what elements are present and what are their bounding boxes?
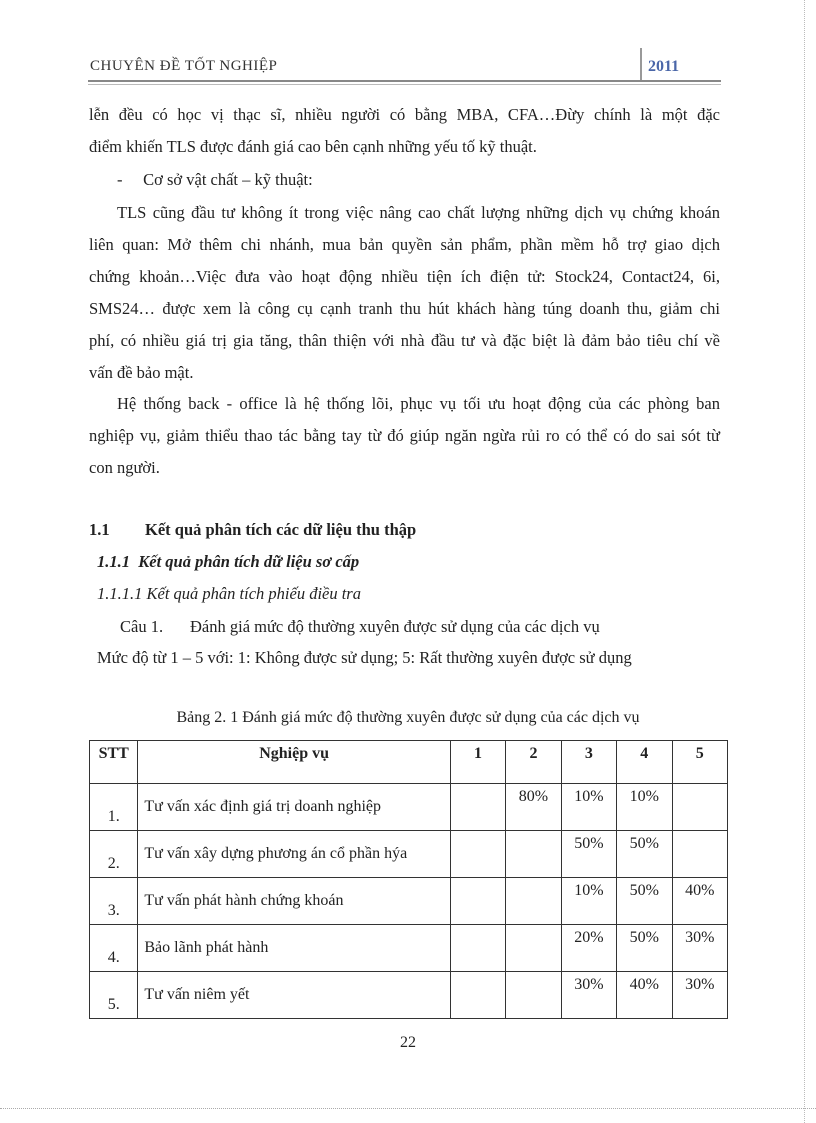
paragraph-line: nghiệp vụ, giảm thiểu thao tác bằng tay từ đó giúp ngăn ngừa rủi ro có thể có do sai sót từ	[89, 426, 720, 445]
header-cell-level-4: 4	[617, 741, 672, 784]
header-cell-level-5: 5	[672, 741, 728, 784]
table-row	[90, 784, 728, 831]
paragraph-line: điểm khiến TLS được đánh giá cao bên cạnh những yếu tố kỹ thuật.	[89, 137, 537, 156]
page-header	[88, 48, 721, 84]
row-service: Tư vấn xây dựng phương án cổ phần hýa	[138, 831, 450, 878]
row-level-2	[506, 878, 561, 925]
subsection-heading: 1.1.1 Kết quả phân tích dữ liệu sơ cấp	[97, 552, 360, 571]
row-level-5: 40%	[672, 878, 728, 925]
header-title: CHUYÊN ĐỀ TỐT NGHIỆP	[90, 58, 278, 74]
header-divider	[640, 48, 642, 82]
row-service: Tư vấn niêm yết	[138, 972, 450, 1019]
row-level-4: 50%	[617, 878, 672, 925]
header-cell-level-2: 2	[506, 741, 561, 784]
row-service: Tư vấn xác định giá trị doanh nghiệp	[138, 784, 450, 831]
question-text: Đánh giá mức độ thường xuyên được sử dụng của các dịch vụ	[190, 617, 600, 636]
row-stt: 5.	[90, 972, 138, 1019]
table-row	[90, 925, 728, 972]
row-level-3: 10%	[561, 784, 616, 831]
row-level-5: 30%	[672, 972, 728, 1019]
section-heading: Kết quả phân tích các dữ liệu thu thập	[145, 520, 417, 539]
row-stt: 2.	[90, 831, 138, 878]
row-level-3: 10%	[561, 878, 616, 925]
header-cell-stt: STT	[90, 741, 138, 784]
paragraph-line: TLS cũng đầu tư không ít trong việc nâng cao chất lượng những dịch vụ chứng khoán	[117, 203, 720, 222]
question-number: Câu 1.	[120, 617, 164, 636]
row-level-2	[506, 925, 561, 972]
row-level-2	[506, 831, 561, 878]
row-level-5	[672, 831, 728, 878]
row-level-5	[672, 784, 728, 831]
paragraph-line: chứng khoản…Việc đưa vào hoạt động nhiều tiện ích điện tử: Stock24, Contact24, 6i,	[89, 267, 720, 286]
section-number: 1.1	[89, 520, 110, 539]
header-rule-thin	[88, 84, 721, 85]
row-level-1	[450, 878, 505, 925]
services-table	[89, 740, 728, 1019]
row-level-4: 50%	[617, 831, 672, 878]
row-service: Tư vấn phát hành chứng khoán	[138, 878, 450, 925]
page-bottom-border	[0, 1108, 816, 1109]
row-level-1	[450, 925, 505, 972]
row-stt: 4.	[90, 925, 138, 972]
scale-note: Mức độ từ 1 – 5 với: 1: Không được sử dụng; 5: Rất thường xuyên được sử dụng	[97, 648, 632, 667]
paragraph-line: SMS24… được xem là công cụ cạnh tranh thu hút khách hàng túng doanh thu, giảm chi	[89, 299, 720, 318]
row-level-1	[450, 972, 505, 1019]
row-level-2	[506, 972, 561, 1019]
table-row	[90, 831, 728, 878]
paragraph-line: con người.	[89, 458, 160, 477]
row-level-3: 50%	[561, 831, 616, 878]
row-stt: 1.	[90, 784, 138, 831]
header-cell-level-1: 1	[450, 741, 505, 784]
header-year: 2011	[648, 58, 680, 75]
row-stt: 3.	[90, 878, 138, 925]
row-level-4: 10%	[617, 784, 672, 831]
subsubsection-heading: 1.1.1.1 Kết quả phân tích phiếu điều tra	[97, 584, 361, 603]
paragraph-line: Hệ thống back - office là hệ thống lõi, phục vụ tối ưu hoạt động của các phòng ban	[117, 394, 720, 413]
table-row	[90, 972, 728, 1019]
table-row	[90, 878, 728, 925]
page-right-border	[804, 0, 805, 1123]
paragraph-line: lễn đều có học vị thạc sĩ, nhiều người có bằng MBA, CFA…Đừy chính là một đặc	[89, 105, 720, 124]
row-level-3: 30%	[561, 972, 616, 1019]
header-cell-level-3: 3	[561, 741, 616, 784]
row-level-3: 20%	[561, 925, 616, 972]
row-level-5: 30%	[672, 925, 728, 972]
row-level-4: 40%	[617, 972, 672, 1019]
paragraph-line: vấn đề bảo mật.	[89, 363, 194, 382]
page-number: 22	[400, 1034, 416, 1051]
header-cell-service: Nghiệp vụ	[138, 741, 450, 784]
row-service: Bảo lãnh phát hành	[138, 925, 450, 972]
table-header-row	[90, 741, 728, 784]
row-level-4: 50%	[617, 925, 672, 972]
bullet-line: - Cơ sở vật chất – kỹ thuật:	[117, 170, 313, 189]
row-level-1	[450, 831, 505, 878]
row-level-2: 80%	[506, 784, 561, 831]
header-rule	[88, 80, 721, 82]
paragraph-line: phí, có nhiều giá trị gia tăng, thân thiện với nhà đầu tư và đặc biệt là đảm bảo tiêu chí về	[89, 331, 720, 350]
paragraph-line: liên quan: Mở thêm chi nhánh, mua bản quyền sản phẩm, phần mềm hỗ trợ giao dịch	[89, 235, 720, 254]
table-caption: Bảng 2. 1 Đánh giá mức độ thường xuyên được sử dụng của các dịch vụ	[176, 709, 640, 726]
row-level-1	[450, 784, 505, 831]
